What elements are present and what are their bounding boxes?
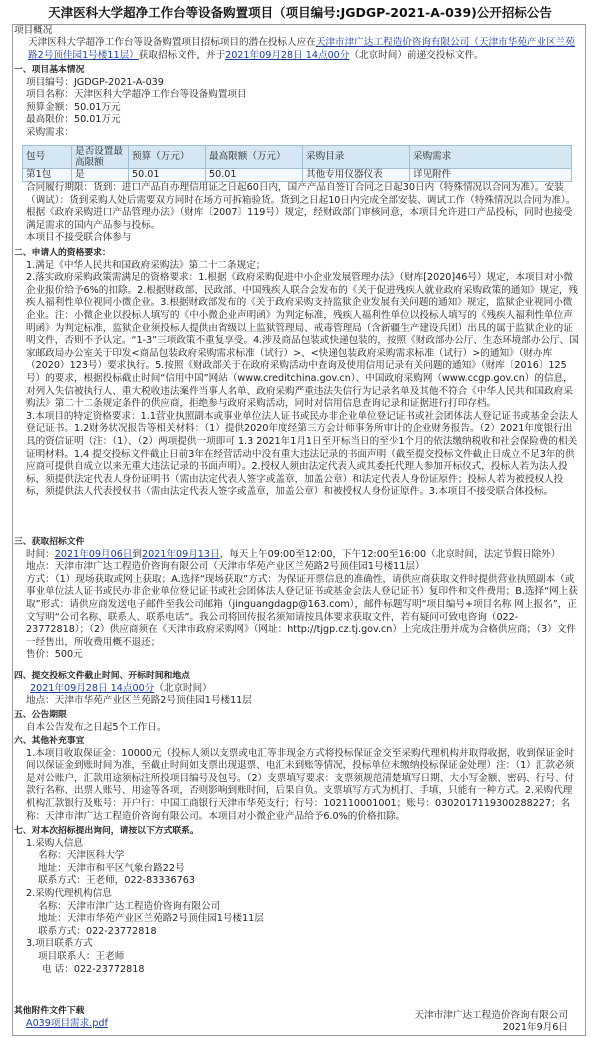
obtain-time xyxy=(14,549,580,562)
agency-contact: 联系方式：022-23772818 xyxy=(38,925,157,937)
table-cell: 50.01 xyxy=(206,169,303,182)
project-name: 项目名称：天津医科大学超净工作台等设备购置项目 xyxy=(26,89,247,101)
qualification-3: 3.本项目的特定资格要求：1.1营业执照副本或事业单位法人证书或民办非企业单位登记证书或社会团体法人登记证书或基金会法人登记证书。1.2财务状况报告等相关材料：（1）提供2020年度经第三方会计师事务所审计的企业财务报告。（2）2021年度银行出具的资信证明（注：（1）、（2）两项提供一项即可 1.3 2021年1月1日至开标当日的至少1个月的依法缴纳税收和社会保险费的相关证明材料。1.4 提交投标文件截止日前3年在经营活动中没有重大违法记录的书面声明（截至提交投标文件截止日成立不足3年的供应商可提供自成立以来无重大违法记录的书面声明）。2.授权人须由法定代表人或其委托代理人参加开标仪式，投标人若为法人投标，须提供法定代表人身份证明书（需由法定代表人签字或盖章，加盖公章）和法定代表人身份证原件；投标人若为被授权人投标，须提供法人代表授权书（需由法定代表人签字或盖章，加盖公章）和被授权人身份证原件。3.本项目不接受联合体投标。 xyxy=(26,410,579,498)
section-7-heading: 七、对本次招标提出询问，请按以下方式联系。 xyxy=(14,826,199,836)
requirements-table xyxy=(22,145,572,182)
attachments-heading: 其他附件文件下载 xyxy=(14,1006,85,1016)
section-1-heading: 一、项目基本情况 xyxy=(14,65,85,75)
table-cell: 第1包 xyxy=(23,169,72,182)
table-header-cell: 预算（万元） xyxy=(129,146,206,169)
section-6-heading: 六、其他补充事宜 xyxy=(14,736,85,746)
section-obtain-documents xyxy=(14,536,580,662)
purchaser-name: 名称：天津医科大学 xyxy=(38,850,125,862)
deadline-datetime: 2021年09月28日 14点00分 xyxy=(30,682,155,694)
section-2-heading: 二、申请人的资格要求： xyxy=(14,248,111,258)
table-header-cell: 包号 xyxy=(23,146,72,169)
table-header-cell: 最高限额（万元） xyxy=(206,146,303,169)
table-cell: 详见附件 xyxy=(410,169,572,182)
summary-text xyxy=(28,37,580,62)
attachment-file[interactable]: A039项目需求.pdf xyxy=(26,1017,108,1029)
section-basic-info xyxy=(14,64,580,140)
section-deadline xyxy=(14,670,580,708)
table-header-cell: 采购目录 xyxy=(303,146,410,169)
section-other-matters xyxy=(14,735,580,823)
budget-amount: 预算金额：50.01万元 xyxy=(26,101,121,113)
table-header-cell: 是否设置最高限额 xyxy=(72,146,129,169)
table-header-cell: 采购需求 xyxy=(410,146,572,169)
obtain-time-label: 时间： xyxy=(26,548,55,560)
contract-terms xyxy=(14,182,580,245)
summary-agency-link[interactable]: 天津市津广达工程造价咨询有限公司（天津市华苑产业区兰苑路2号顶佳园1号楼11层） xyxy=(28,37,575,61)
project-contact-phone: 电 话：022-23772818 xyxy=(42,963,145,975)
obtain-end-date: 2021年09月13日 xyxy=(142,548,220,560)
purchaser-contact: 联系方式：王老师，022-83336763 xyxy=(38,875,195,887)
obtain-time-to: 到 xyxy=(132,548,142,560)
contract-period: 合同履行期限：货到：进口产品自办理信用证之日起60日内，国产产品自签订合同之日起30日内（特殊情况以合同为准）。安装（调试）：货到采购人处后需要双方同时在场方可拆箱验货。货到之日起10日内完成全部安装、调试工作（特殊情况以合同为准）。根据《政府采购进口产品管理办法》（财库〔2007〕119号）规定，经财政部门审核同意，本项目允许进口产品投标，同时也接受满足需求的国内产品参与投标。 xyxy=(26,182,576,231)
obtain-method: 方式：（1）现场获取或网上获取；A.选择“现场获取”方式：为保证开票信息的准确性，请供应商获取文件时提供营业执照副本（或事业单位法人证书或民办非企业单位登记证书或社会团体法人登记证书或基金会法人登记证书）复印件和文件费用；B.选择“网上获取”形式：请供应商发送电子邮件至我公司邮箱（jinguangdagp@163.com），邮件标题写明“项目编号+项目名称 网上报名”，正文写明“公司名称、联系人、联系电话”。我公司将回传报名须知请按具体要求获取文件，若有疑问可致电咨询（022-23772818）；（2）供应商须在《天津市政府采购网》（网址：http://tjgp.cz.tj.gov.cn）上完成注册并成为合格供应商；（3）文件一经售出，所收费用概不退还； xyxy=(26,573,578,648)
deadline-time xyxy=(14,683,580,696)
summary-pre: 天津医科大学超净工作台等设备购置项目招标项目的潜在投标人应在 xyxy=(28,37,316,48)
table-header-row xyxy=(23,146,572,169)
purchaser-heading: 1.采购人信息 xyxy=(26,837,84,849)
table-cell: 其他专用仪器仪表 xyxy=(303,169,410,182)
joint-venture-note: 本项目不接受联合体参与 xyxy=(26,232,132,244)
section-4-heading: 四、提交投标文件截止时间、开标时间和地点 xyxy=(14,671,190,681)
obtain-place: 地点：天津市津广达工程造价咨询有限公司（天津市华苑产业区兰苑路2号顶佳园1号楼11层） xyxy=(26,561,425,573)
document-price: 售价：500元 xyxy=(26,649,83,661)
deadline-place: 地点：天津市华苑产业区兰苑路2号顶佳园1号楼11层 xyxy=(26,695,252,707)
page-title: 天津医科大学超净工作台等设备购置项目（项目编号:JGDGP-2021-A-039)公开招标公告 xyxy=(48,5,552,20)
section-contacts xyxy=(14,825,580,976)
project-code: 项目编号：JGDGP-2021-A-039 xyxy=(26,76,164,88)
deadline-timezone: （北京时间） xyxy=(154,682,212,694)
notice-period-text: 自本公告发布之日起5个工作日。 xyxy=(26,721,167,733)
purchaser-address: 地址：天津市和平区气象台路22号 xyxy=(38,862,185,874)
agency-address: 地址：天津市华苑产业区兰苑路2号顶佳园1号楼11层 xyxy=(38,913,264,925)
obtain-start-date: 2021年09月06日 xyxy=(54,548,133,560)
table-row xyxy=(23,169,572,182)
summary-post: （北京时间）前递交投标文件。 xyxy=(349,49,484,61)
summary-mid: 获取招标文件，并于 xyxy=(138,49,226,61)
signature-org: 天津市津广达工程造价咨询有限公司 xyxy=(414,1010,568,1021)
qualification-1: 1.满足《中华人民共和国政府采购法》第二十二条规定； xyxy=(26,259,266,271)
max-price: 最高限价：50.01万元 xyxy=(26,114,121,126)
project-contact-person: 项目联系人：王老师 xyxy=(38,950,125,962)
section-qualifications xyxy=(14,247,580,499)
section-3-heading: 三、获取招标文件 xyxy=(14,537,85,547)
qualification-2: 2.落实政府采购政策需满足的资格要求：1.根据《政府采购促进中小企业发展管理办法》（财库[2020]46号）规定，本项目对小微企业报价给予6%的扣除。2.根据财政部、民政部、中国残疾人联合会发布的《关于促进残疾人就业政府采购政策的通知》规定，残疾人福利性单位视同小微企业。3.根据财政部发布的《关于政府采购支持监狱企业发展有关问题的通知》规定，监狱企业视同小微企业。注：小微企业以投标人填写的《中小微企业声明函》为判定标准，残疾人福利性单位以投标人填写的《残疾人福利性单位声明函》为判定标准，监狱企业须投标人提供由省级以上监狱管理局、戒毒管理局（含新疆生产建设兵团）出具的属于监狱企业的证明文件，否则不予认定。“1-3”三项政策不重复享受。4.涉及商品包装或快递包装的，按照《财政部办公厅、生态环境部办公厅、国家邮政局办公室关于印发<商品包装政府采购需求标准（试行）>、<快递包装政府采购需求标准（试行）>的通知》（财办库（2020）123号）要求执行。5.按照《财政部关于在政府采购活动中查询及使用信用记录有关问题的通知》（财库〔2016〕125号）的要求，根据投标截止时间“信用中国”网站（www.creditchina.gov.cn）、中国政府采购网（www.ccgp.gov.cn）的信息，对列入失信被执行人、重大税收违法案件当事人名单、政府采购严重违法失信行为记录名单及其他不符合《中华人民共和国政府采购法》第二十二条规定条件的供应商，拒绝参与政府采购活动，同时对信用信息查询记录和证据进行打印存档。 xyxy=(26,272,579,410)
needs-label: 采购需求： xyxy=(26,126,74,138)
other-matters-text: 1.本项目收取保证金：10000元（投标人须以支票或电汇等非现金方式将投标保证金交至采购代理机构并取得收据，收到保证金时间以保证金到账时间为准，至截止时间如支票出现退票、电汇未到账等情况，投标单位未缴纳投标保证金处理）注：（1）汇款必须是对公账户，汇款用途须标注所投项目编号及包号。（2）支票填写要求：支票须规范清楚填写日期、大小写金额、密码、行号、付款行名称、出票人账号、用途等各项，否则影响到账时间，后果自负。支票填写方式为机打、手填，只能有一种方式。2.采购代理机构汇款银行及账号：开户行：中国工商银行天津市华苑支行；行号：102110001001；账号：0302017119300288227；名称：天津市津广达工程造价咨询有限公司。本项目对小微企业产品给予6.0%的价格扣除。 xyxy=(26,747,575,822)
agency-heading: 2.采购代理机构信息 xyxy=(26,887,112,899)
obtain-time-hours: ，每天上午09:00至12:00，下午12:00至16:00（北京时间，法定节假日除外） xyxy=(219,548,561,560)
summary-deadline: 2021年09月28日 14点00分 xyxy=(225,49,350,61)
table-cell: 50.01 xyxy=(129,169,206,182)
table-cell: 是 xyxy=(72,169,129,182)
project-contact-heading: 3.项目联系方式 xyxy=(26,938,93,950)
section-5-heading: 五、公告期限 xyxy=(14,710,67,720)
section-notice-period xyxy=(14,709,580,734)
summary-label: 项目概况 xyxy=(14,25,53,36)
signature-date: 2021年9月6日 xyxy=(502,1022,568,1033)
agency-name: 名称：天津市津广达工程造价咨询有限公司 xyxy=(38,900,221,912)
